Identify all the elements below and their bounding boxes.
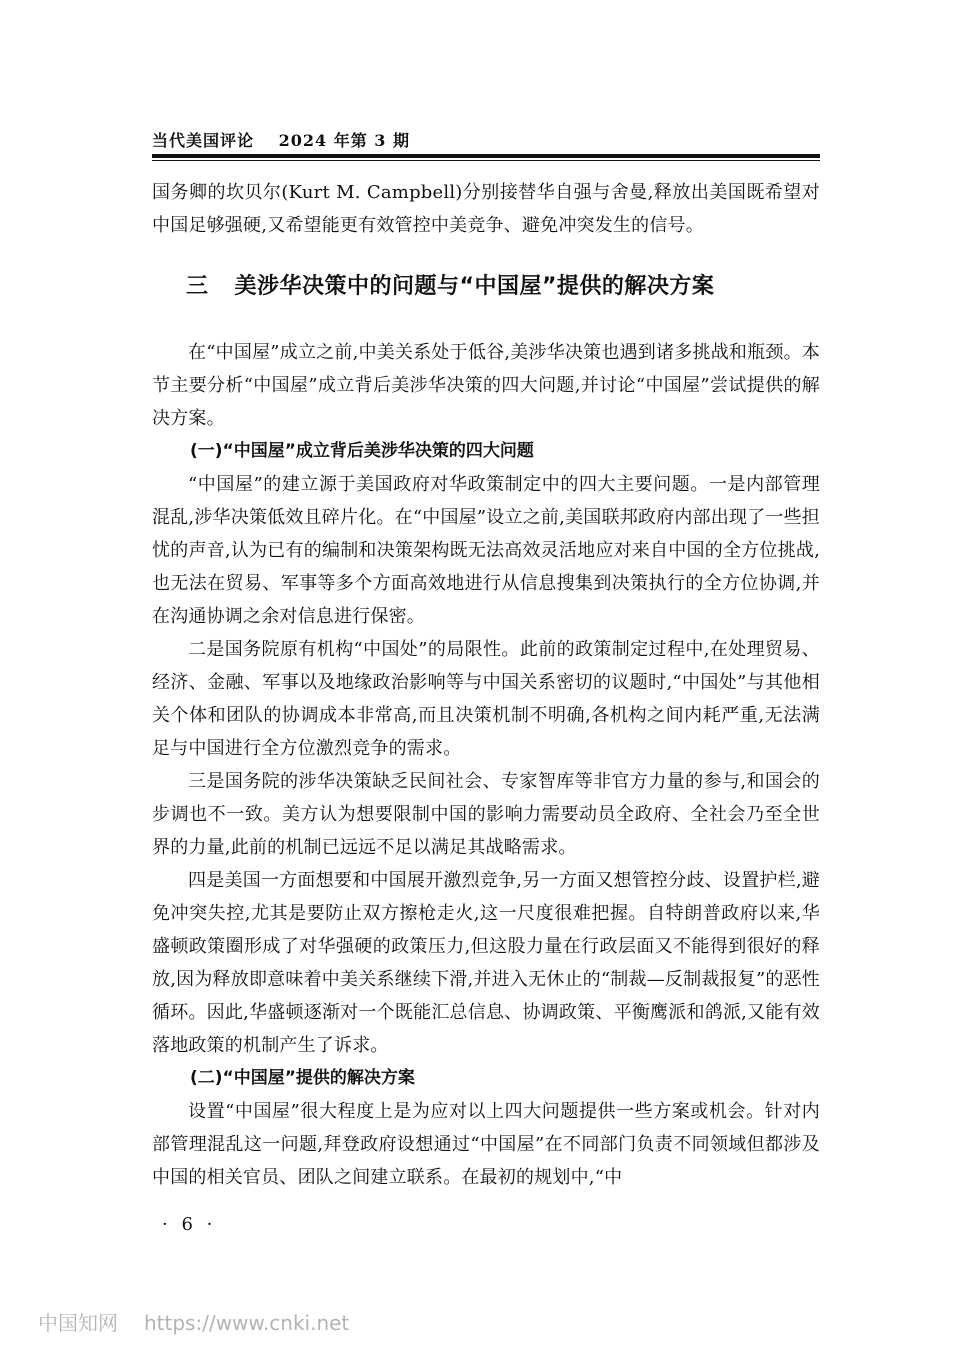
section-title: 美涉华决策中的问题与“中国屋”提供的解决方案	[234, 274, 715, 299]
watermark-url: https://www.cnki.net	[144, 1311, 350, 1335]
section-heading	[186, 272, 820, 302]
continued-paragraph: 国务卿的坎贝尔(Kurt M. Campbell)分别接替华自强与舍曼,释放出美国既希望对中国足够强硬,又希望能更有效管控中美竞争、避免冲突发生的信号。	[152, 182, 820, 236]
header-rule-thin	[152, 160, 820, 161]
article-body	[152, 176, 820, 1194]
header-rule-thick	[152, 154, 820, 158]
section-intro-paragraph: 在“中国屋”成立之前,中美关系处于低谷,美涉华决策也遇到诸多挑战和瓶颈。本节主要分析“中国屋”成立背后美涉华决策的四大问题,并讨论“中国屋”尝试提供的解决方案。	[152, 342, 820, 429]
watermark	[38, 1307, 349, 1336]
running-header	[152, 128, 820, 152]
section-number: 三	[186, 274, 209, 299]
subsection-heading-1: (一)“中国屋”成立背后美涉华决策的四大问题	[190, 441, 534, 461]
issue-label: 2024 年第 3 期	[278, 131, 410, 150]
journal-title: 当代美国评论	[152, 131, 255, 150]
page-number: · 6 ·	[162, 1214, 217, 1235]
paragraph: 二是国务院原有机构“中国处”的局限性。此前的政策制定过程中,在处理贸易、经济、金融、军事以及地缘政治影响等与中国关系密切的议题时,“中国处”与其他相关个体和团队的协调成本非常高,而且决策机制不明确,各机构之间内耗严重,无法满足与中国进行全方位激烈竞争的需求。	[152, 639, 820, 759]
paragraph: 三是国务院的涉华决策缺乏民间社会、专家智库等非官方力量的参与,和国会的步调也不一致。美方认为想要限制中国的影响力需要动员全政府、全社会乃至全世界的力量,此前的机制已远远不足以满足其战略需求。	[152, 771, 820, 858]
paragraph: 设置“中国屋”很大程度上是为应对以上四大问题提供一些方案或机会。针对内部管理混乱这一问题,拜登政府设想通过“中国屋”在不同部门负责不同领域但都涉及中国的相关官员、团队之间建立联系。在最初的规划中,“中	[152, 1101, 820, 1188]
paragraph: 四是美国一方面想要和中国展开激烈竞争,另一方面又想管控分歧、设置护栏,避免冲突失控,尤其是要防止双方擦枪走火,这一尺度很难把握。自特朗普政府以来,华盛顿政策圈形成了对华强硬的政策压力,但这股力量在行政层面又不能得到很好的释放,因为释放即意味着中美关系继续下滑,并进入无休止的“制裁—反制裁报复”的恶性循环。因此,华盛顿逐渐对一个既能汇总信息、协调政策、平衡鹰派和鸽派,又能有效落地政策的机制产生了诉求。	[152, 870, 820, 1056]
watermark-brand: 中国知网	[38, 1311, 118, 1335]
subsection-heading-2: (二)“中国屋”提供的解决方案	[190, 1068, 415, 1088]
paragraph: “中国屋”的建立源于美国政府对华政策制定中的四大主要问题。一是内部管理混乱,涉华决策低效且碎片化。在“中国屋”设立之前,美国联邦政府内部出现了一些担忧的声音,认为已有的编制和决策架构既无法高效灵活地应对来自中国的全方位挑战,也无法在贸易、军事等多个方面高效地进行从信息搜集到决策执行的全方位协调,并在沟通协调之余对信息进行保密。	[152, 474, 820, 627]
